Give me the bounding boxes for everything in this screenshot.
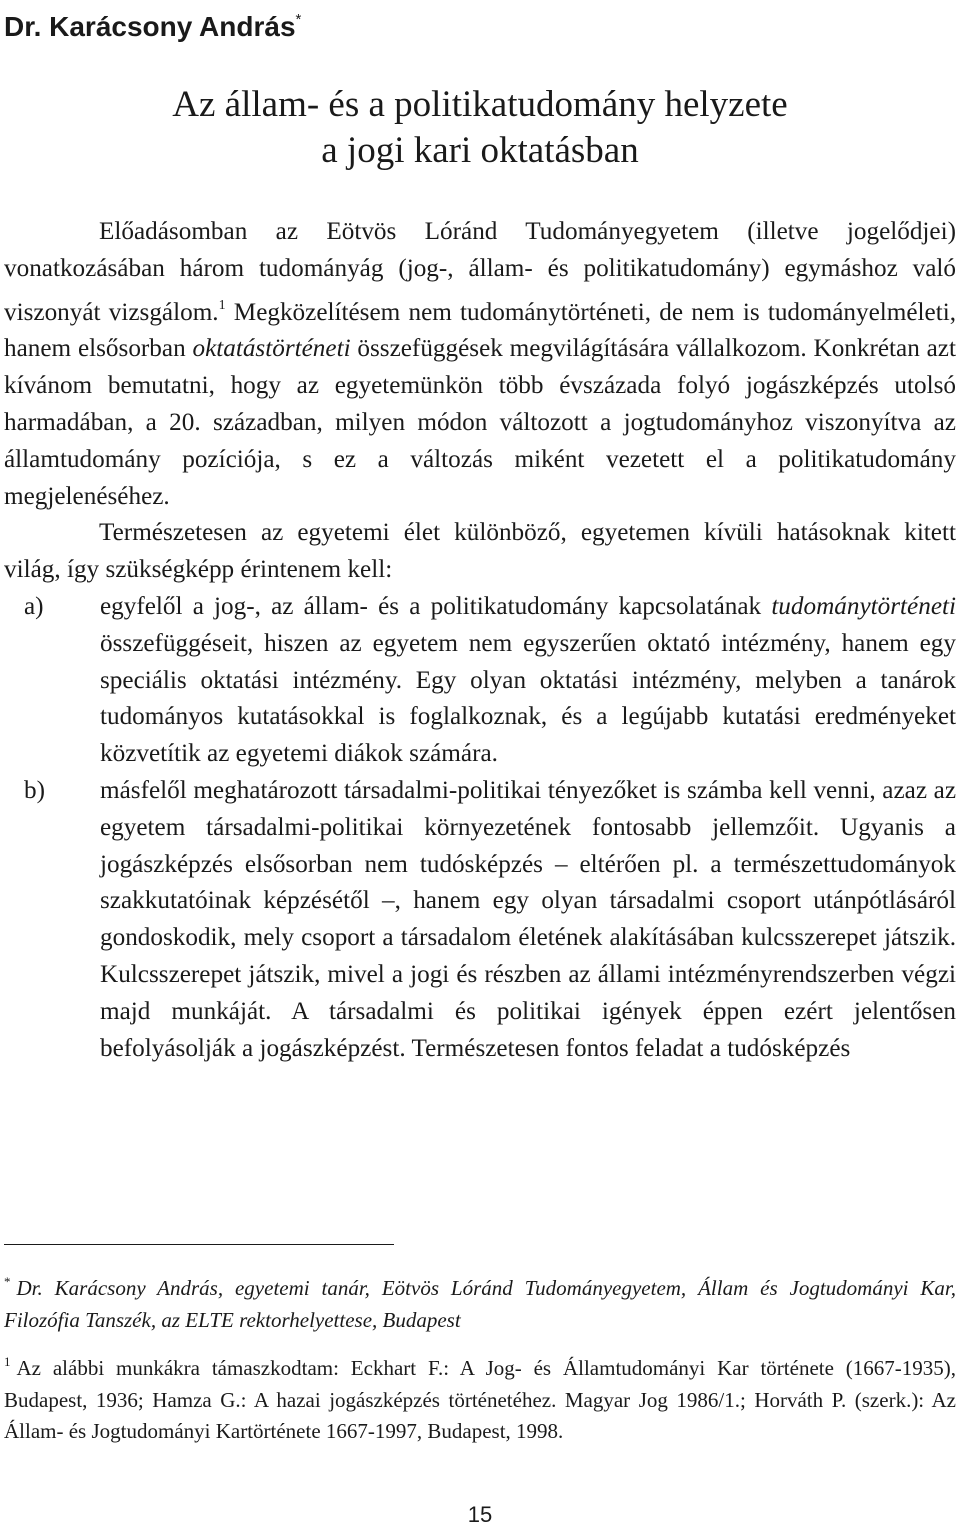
footnote-author-mark: * <box>4 1274 11 1289</box>
paragraph-1-part-b: Megközelítésem nem tudománytörténeti, de nem is tudományelméleti, hanem elsősorban <box>4 298 956 363</box>
footnote-author-text: Dr. Karácsony András, egyetemi tanár, Eötvös Lóránd Tudományegyetem, Állam és Jogtudományi Kar, Filozófia Tanszék, az ELTE rektorhelyettese, Budapest <box>4 1276 956 1332</box>
footnotes <box>4 1266 956 1448</box>
author-name-text: Dr. Karácsony András <box>4 11 296 42</box>
paragraph-1-part-a: Előadásomban az Eötvös Lóránd Tudományegyetem (illetve jogelődjei) vonatkozásában három tudományág (jog-, állam- és politikatudomány) egymáshoz való viszonyát vizsgálom. <box>4 218 956 326</box>
article-title <box>0 82 960 174</box>
author-name <box>4 2 301 45</box>
list-item-b <box>4 773 956 1067</box>
title-line-1: Az állam- és a politikatudomány helyzete <box>172 84 788 125</box>
list-item-b-text: másfelől meghatározott társadalmi-politikai tényezőket is számba kell venni, azaz az egyetem társadalmi-politikai környezetének fontosabb jellemzőit. Ugyanis a jogászképzés elsősorban nem tudósképzés – eltérően pl. a természettudományok szakkutatóinak képzésétől –, hanem egy olyan társadalmi csoport utánpótlásáról gondoskodik, mely csoport a társadalom életének alakításában kulcsszerepet játszik. Kulcsszerepet játszik, mivel a jogi és részben az állami intézményrendszerben végzi majd munkáját. A társadalmi és politikai igények éppen ezért jelentősen befolyásolják a jogászképzést. Természetesen fontos feladat a tudósképzés <box>100 776 956 1062</box>
footnote-divider <box>4 1244 394 1245</box>
paragraph-1 <box>4 214 956 515</box>
footnote-1-text: Az alábbi munkákra támaszkodtam: Eckhart F.: A Jog- és Államtudományi Kar története (1667-1935), Budapest, 1936; Hamza G.: A hazai jogászképzés történetéhez. Magyar Jog 1986/1.; Horváth P. (szerk.): Az Állam- és Jogtudományi Kartörténete 1667-1997, Budapest, 1998. <box>4 1356 956 1443</box>
paragraph-1-part-c: összefüggések megvilágítására vállalkozom. Konkrétan azt kívánom bemutatni, hogy az egyetemünkön több évszázada folyó jogászképzés utolsó harmadában, a 20. században, milyen módon változott a jogtudományhoz viszonyítva az államtudomány pozíciója, s ez a változás miként vezetett el a politikatudomány megjelenéséhez. <box>4 335 956 510</box>
list-marker-b: b) <box>24 776 45 804</box>
list-marker-a: a) <box>24 592 44 620</box>
paragraph-2: Természetesen az egyetemi élet különböző, egyetemen kívüli hatásoknak kitett világ, így szükségképp érintenem kell: <box>4 519 956 584</box>
list-item-a-pre: egyfelől a jog-, az állam- és a politikatudomány kapcsolatának <box>100 592 772 620</box>
point-list <box>4 589 956 1067</box>
list-item-a <box>4 589 956 773</box>
list-item-a-post: összefüggéseit, hiszen az egyetem nem egyszerűen oktató intézmény, hanem egy speciális oktatási intézmény. Egy olyan oktatási intézmény, melyben a tanárok tudományos kutatásokkal is foglalkoznak, és a legújabb kutatási eredményeket közvetítik az egyetemi diákok számára. <box>100 629 956 768</box>
title-line-2: a jogi kari oktatásban <box>321 130 639 171</box>
footnote-1-mark: 1 <box>4 1354 11 1369</box>
article-body <box>4 214 956 1067</box>
author-footnote-mark: * <box>295 11 302 28</box>
list-item-a-italic: tudománytörténeti <box>771 592 956 620</box>
footnote-1 <box>4 1346 956 1448</box>
page-number: 15 <box>467 1502 493 1527</box>
paragraph-1-italic: oktatástörténeti <box>192 335 351 363</box>
footnote-ref-1: 1 <box>218 297 226 313</box>
footnote-author <box>4 1266 956 1336</box>
